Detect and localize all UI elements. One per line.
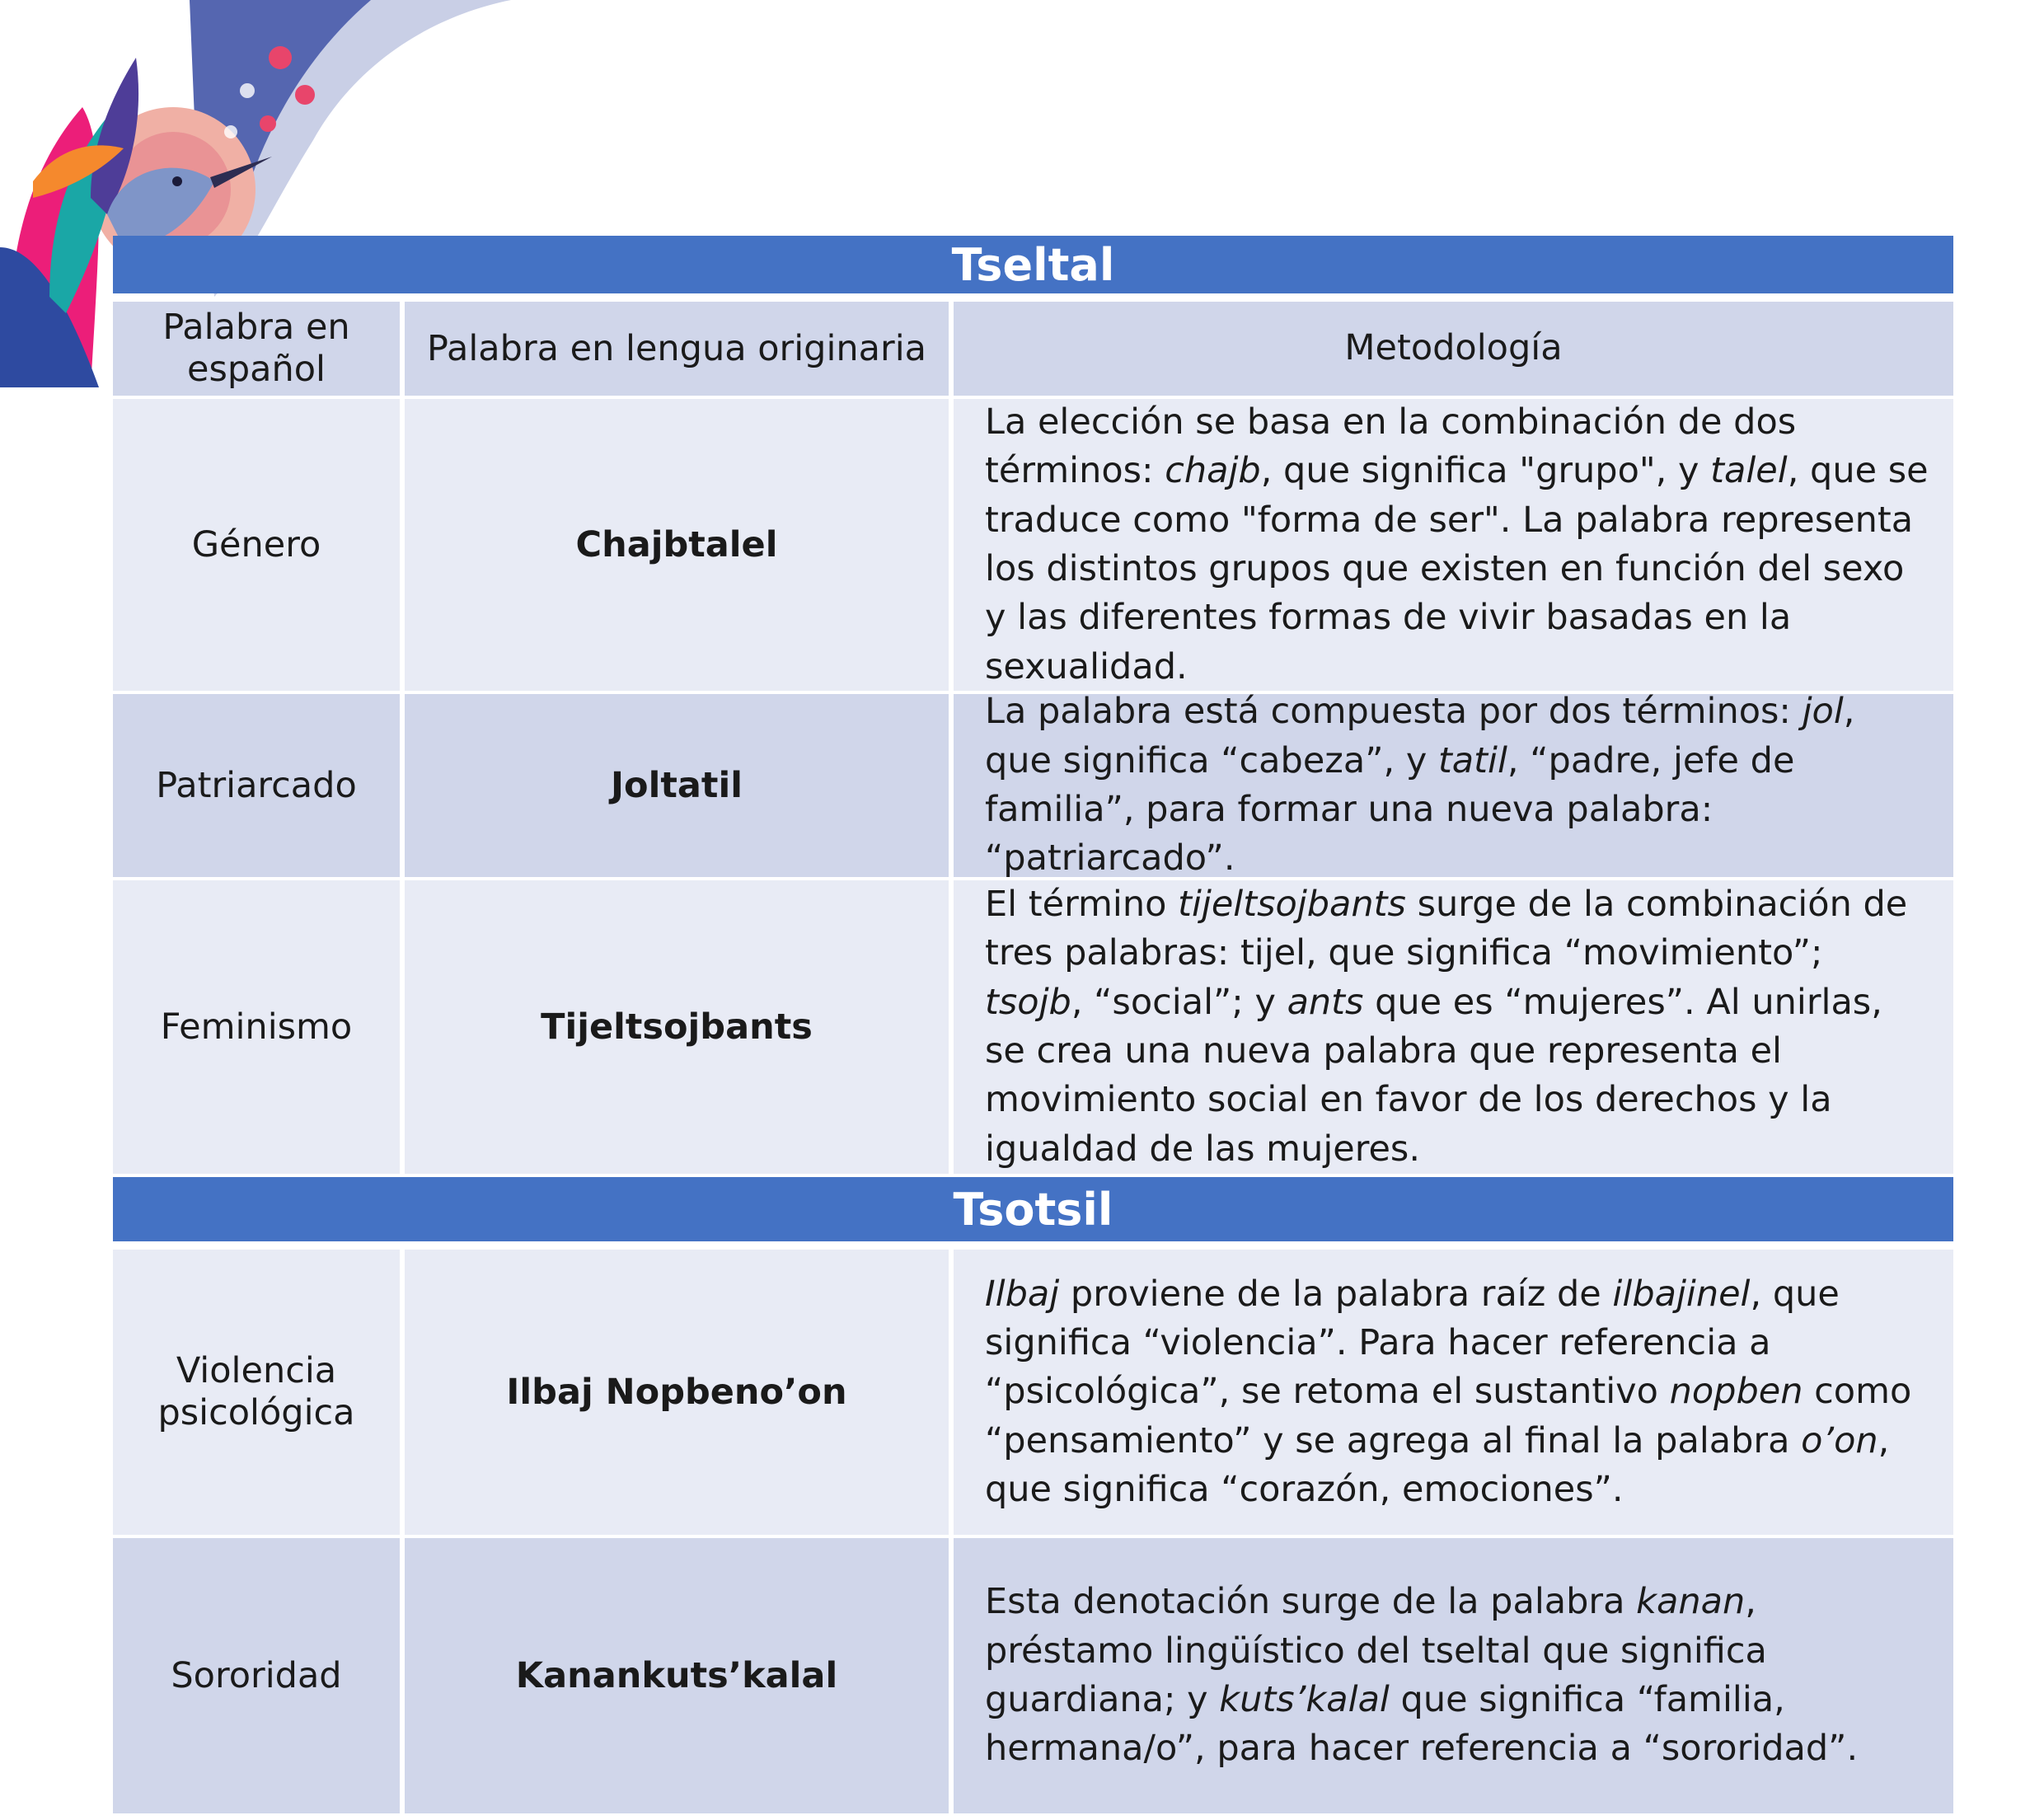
table-row xyxy=(113,399,1953,691)
native-word: Ilbaj Nopbeno’on xyxy=(405,1250,949,1535)
methodology-text-content: Ilbaj proviene de la palabra raíz de ilbajinel, que significa “violencia”. Para hacer referencia a “psicológica”, se retoma el sustantivo nopben como “pensamiento” y se agrega al final la palabra o’on, que significa “corazón, emociones”. xyxy=(985,1273,1912,1510)
native-word: Tijeltsojbants xyxy=(405,880,949,1174)
methodology-text-content: La elección se basa en la combinación de dos términos: chajb, que significa "grupo", y talel, que se traduce como "forma de ser". La palabra representa los distintos grupos que existen en función del sexo y las diferentes formas de vivir basadas en la sexualidad. xyxy=(985,401,1929,687)
header-spanish-word: Palabra en español xyxy=(113,302,400,396)
spanish-word: Feminismo xyxy=(113,880,400,1174)
methodology-text xyxy=(954,880,1953,1174)
bird-eye xyxy=(172,176,182,186)
methodology-text xyxy=(954,1538,1953,1813)
methodology-text-content: La palabra está compuesta por dos términos: jol, que significa “cabeza”, y tatil, “padre, jefe de familia”, para formar una nueva palabra: “patriarcado”. xyxy=(985,691,1855,880)
methodology-text xyxy=(954,1250,1953,1535)
section-title-tsotsil xyxy=(113,1177,1953,1241)
header-methodology: Metodología xyxy=(954,302,1953,396)
table-header-row xyxy=(113,302,1953,396)
methodology-text xyxy=(954,399,1953,691)
table-row xyxy=(113,1538,1953,1813)
methodology-text-content: Esta denotación surge de la palabra kanan, préstamo lingüístico del tseltal que significa guardiana; y kuts’kalal que significa “familia, hermana/o”, para hacer referencia a “sororidad”. xyxy=(985,1581,1859,1770)
spanish-word: Género xyxy=(113,399,400,691)
native-word: Joltatil xyxy=(405,694,949,877)
header-native-word: Palabra en lengua originaria xyxy=(405,302,949,396)
spanish-word: Sororidad xyxy=(113,1538,400,1813)
methodology-text-content: El término tijeltsojbants surge de la combinación de tres palabras: tijel, que significa “movimiento”; tsojb, “social”; y ants que es “mujeres”. Al unirlas, se crea una nueva palabra que representa el movimiento social en favor de los derechos y la igualdad de las mujeres. xyxy=(985,884,1908,1170)
table-row xyxy=(113,691,1953,880)
native-word: Kanankuts’kalal xyxy=(405,1538,949,1813)
section-title-tseltal-text: Tseltal xyxy=(951,238,1115,291)
section-title-tsotsil-text: Tsotsil xyxy=(953,1183,1113,1236)
spanish-word: Violencia psicológica xyxy=(113,1250,400,1535)
table-row xyxy=(113,880,1953,1174)
section-title-tseltal xyxy=(113,236,1953,293)
table-row xyxy=(113,1250,1953,1535)
spanish-word: Patriarcado xyxy=(113,694,400,877)
methodology-text xyxy=(954,691,1953,880)
native-word: Chajbtalel xyxy=(405,399,949,691)
